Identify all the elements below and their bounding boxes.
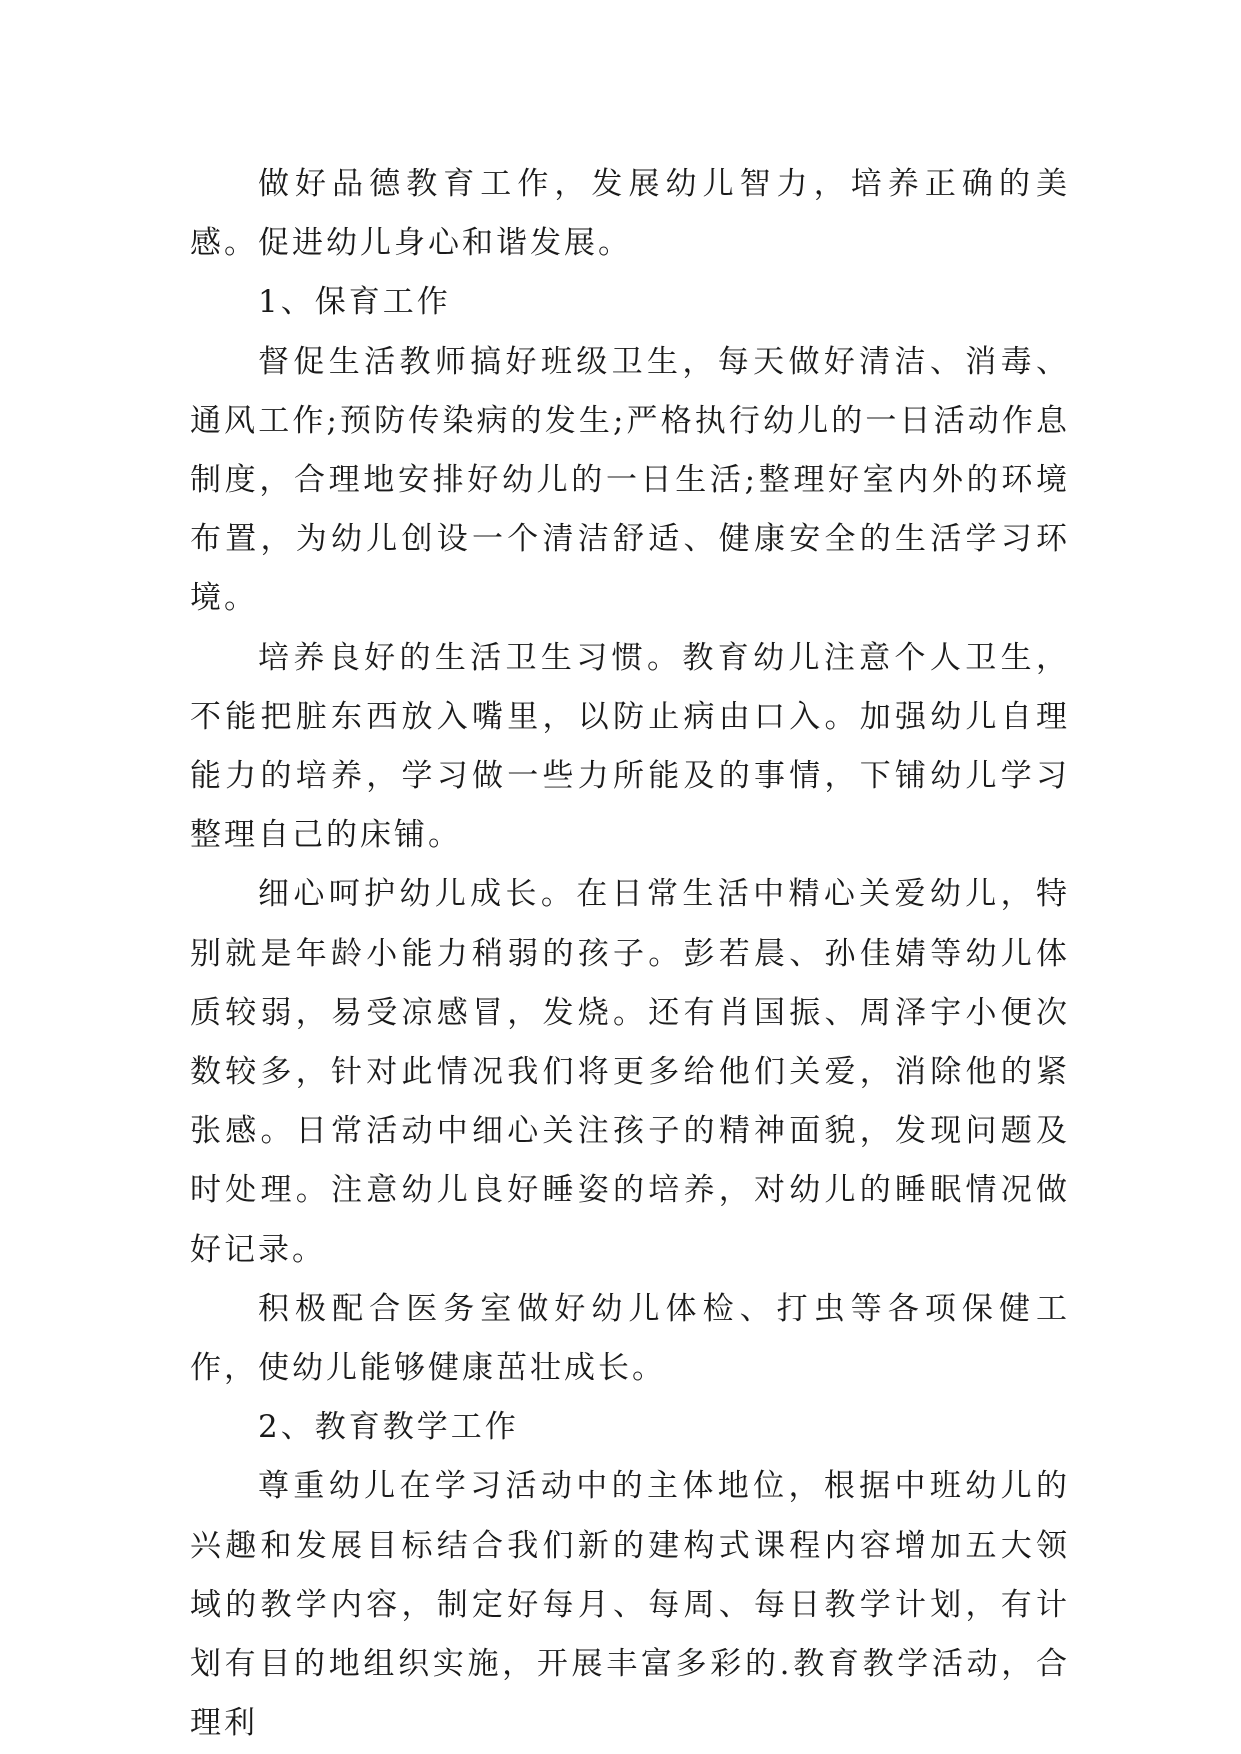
paragraph-intro: 做好品德教育工作，发展幼儿智力，培养正确的美感。促进幼儿身心和谐发展。 — [190, 166, 1070, 262]
paragraph-child-care: 细心呵护幼儿成长。在日常生活中精心关爱幼儿，特别就是年龄小能力稍弱的孩子。彭若晨、孙佳婧等幼儿体质较弱，易受凉感冒，发烧。还有肖国振、周泽宇小便次数较多，针对此情况我们将更多给他们关爱，消除他的紧张感。日常活动中细心关注孩子的精神面貌，发现问题及时处理。注意幼儿良好睡姿的培养，对幼儿的睡眠情况做好记录。 — [190, 876, 1070, 1268]
document-body — [190, 155, 1070, 1753]
paragraph-health-checks: 积极配合医务室做好幼儿体检、打虫等各项保健工作，使幼儿能够健康茁壮成长。 — [190, 1290, 1070, 1387]
section-heading-teaching: 2、教育教学工作 — [258, 1409, 519, 1446]
section-heading-care: 1、保育工作 — [258, 284, 451, 321]
paragraph-hygiene-habits: 培养良好的生活卫生习惯。教育幼儿注意个人卫生，不能把脏东西放入嘴里，以防止病由口入。加强幼儿自理能力的培养，学习做一些力所能及的事情，下铺幼儿学习整理自己的床铺。 — [190, 639, 1070, 854]
paragraph-hygiene-duties: 督促生活教师搞好班级卫生，每天做好清洁、消毒、通风工作;预防传染病的发生;严格执行幼儿的一日活动作息制度，合理地安排好幼儿的一日生活;整理好室内外的环境布置，为幼儿创设一个清洁舒适、健康安全的生活学习环境。 — [190, 343, 1070, 617]
paragraph-teaching-plan: 尊重幼儿在学习活动中的主体地位，根据中班幼儿的兴趣和发展目标结合我们新的建构式课程内容增加五大领域的教学内容，制定好每月、每周、每日教学计划，有计划有目的地组织实施，开展丰富多彩的.教育教学活动，合理利 — [190, 1468, 1070, 1742]
